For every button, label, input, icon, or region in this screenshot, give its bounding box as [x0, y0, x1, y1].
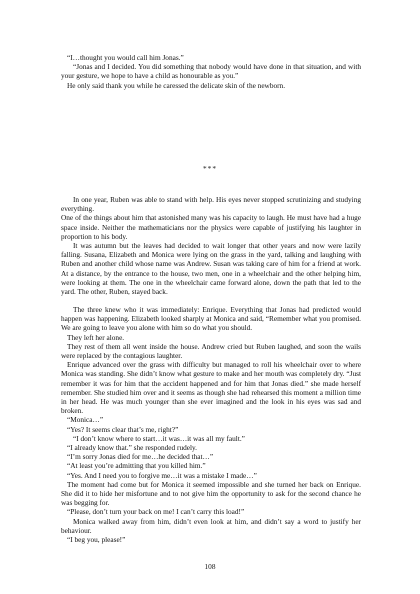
section-2: [61, 195, 361, 296]
dialogue-line: “I’m sorry Jonas died for me…he decided that…”: [67, 452, 214, 462]
paragraph: They rest of them all went inside the house. Andrew cried but Ruben laughed, and soon the wails were replaced by the contagious laughter.: [61, 341, 361, 361]
dialogue-line: “I beg you, please!”: [67, 535, 126, 545]
paragraph: One of the things about him that astonished many was his capacity to laugh. He must have had a huge space inside. Neither the mathematicians nor the physics were capable of justifying his laughter in proportion to his body.: [61, 213, 361, 241]
paragraph: The moment had come but for Monica it seemed impossible and she turned her back on Enrique. She did it to hide her misfortune and to not give him the opportunity to ask for the second chance he was begging for.: [61, 479, 361, 508]
page-number: 108: [204, 562, 216, 571]
paragraph: Enrique advanced over the grass with difficulty but managed to roll his wheelchair over to where Monica was standing. She didn’t know what gesture to make and her mouth was completely dry. “Just remember it was for him that the accident happened and for him that Jonas died.” she made herself remember. She studied him over and it seems as though she had rehearsed this moment a million time in her head. He was much younger than she ever imagined and the look in his eyes was sad and broken.: [61, 360, 361, 416]
dialogue-line: “At least you’re admitting that you killed him.”: [67, 461, 206, 471]
paragraph: Monica walked away from him, didn’t even look at him, and didn’t say a word to justify her behaviour.: [61, 516, 361, 535]
section-3: [61, 305, 361, 544]
paragraph: In one year, Ruben was able to stand with help. His eyes never stopped scrutinizing and studying everything.: [61, 195, 361, 214]
paragraph: They left her alone.: [67, 332, 125, 342]
paragraph: He only said thank you while he caressed the delicate skin of the newborn.: [67, 80, 286, 90]
section-1: [61, 53, 361, 90]
paragraph: “Jonas and I decided. You did something that nobody would have done in that situation, and with your gesture, we hope to have a child as honourable as you.”: [61, 62, 361, 81]
paragraph: The three knew who it was immediately: Enrique. Everything that Jonas had predicted would happen was happening. Elizabeth looked sharply at Monica and said, “Remember what you promised. We are going to leave you alone with him so do what you should.: [61, 305, 361, 333]
paragraph: It was autumn but the leaves had decided to wait longer that other years and now were lazily falling. Susana, Elizabeth and Monica were lying on the grass in the yard, talking and laughing with Ruben and another child whose name was Andrew. Susan was taking care of him for a friend at work. At a distance, by the entrance to the house, two men, one in a wheelchair and the other helping him, were looking at them. The one in the wheelchair came forward alone, down the path that led to the yard. The other, Ruben, stayed back.: [61, 241, 361, 297]
paragraph: “I…thought you would call him Jonas.”: [67, 53, 184, 62]
dialogue-line: “Monica…”: [67, 415, 104, 425]
dialogue-line: “Yes. And I need you to forgive me…it was a mistake I made…”: [67, 470, 257, 480]
dialogue-line: “Please, don’t turn your back on me! I can’t carry this load!”: [67, 507, 245, 517]
dialogue-line: “I don’t know where to start…it was…it was all my fault.”: [73, 433, 245, 443]
dialogue-line: “Yes? It seems clear that’s me, right?”: [67, 424, 179, 434]
dialogue-line: “I already know that.” she responded rudely.: [67, 443, 198, 453]
section-separator: ***: [203, 164, 217, 173]
